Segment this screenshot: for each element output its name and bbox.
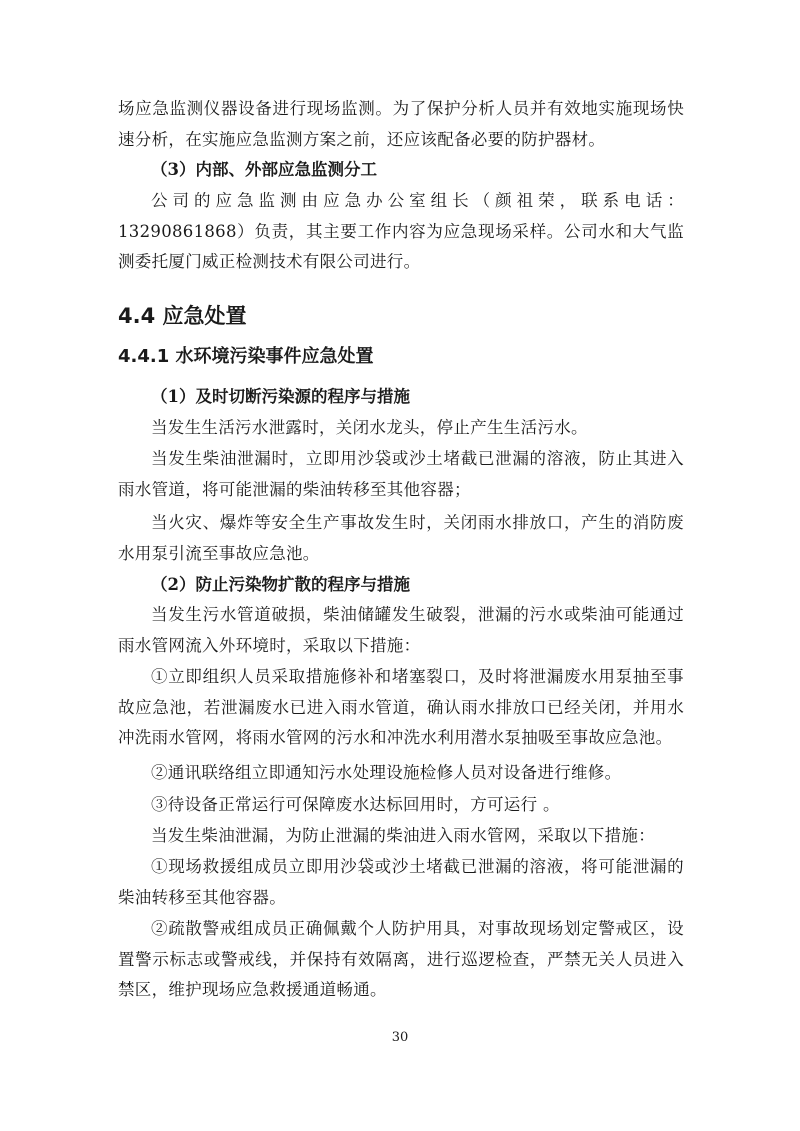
body-text: 公司的应急监测由应急办公室组长（颜祖荣，联系电话：13290861868）负责，其主要工作内容为应急现场采样。公司水和大气监测委托厦门威正检测技术有限公司进行。 bbox=[118, 191, 684, 271]
body-text: 当发生柴油泄漏时，立即用沙袋或沙土堵截已泄漏的溶液，防止其进入雨水管道，将可能泄漏的柴油转移至其他容器； bbox=[118, 449, 684, 499]
paragraph-monitoring-equipment bbox=[118, 94, 684, 155]
body-text: 当发生污水管道破损，柴油储罐发生破裂，泄漏的污水或柴油可能通过雨水管网流入外环境时，采取以下措施： bbox=[118, 605, 684, 655]
subheading-cut-off-source bbox=[118, 382, 684, 413]
paragraph-fire-explosion bbox=[118, 508, 684, 569]
body-text: 当发生生活污水泄露时，关闭水龙头，停止产生生活污水。 bbox=[151, 418, 588, 437]
body-text: ③待设备正常运行可保障废水达标回用时，方可运行 。 bbox=[151, 795, 560, 814]
subsection-title: 4.4.1 水环境污染事件应急处置 bbox=[118, 346, 374, 367]
body-text: ②通讯联络组立即通知污水处理设施检修人员对设备进行维修。 bbox=[151, 763, 622, 782]
subheading-text: （2）防止污染物扩散的程序与措施 bbox=[151, 575, 410, 594]
paragraph-sewage-leak bbox=[118, 413, 684, 444]
paragraph-diesel-measures bbox=[118, 821, 684, 852]
paragraph-rescue-team bbox=[118, 852, 684, 913]
body-text: 当发生柴油泄漏，为防止泄漏的柴油进入雨水管网，采取以下措施： bbox=[151, 826, 655, 845]
section-heading-4-4 bbox=[118, 300, 684, 332]
paragraph-monitoring-contact bbox=[118, 186, 684, 278]
page-number: 30 bbox=[391, 1030, 409, 1045]
paragraph-evacuation-team bbox=[118, 914, 684, 1006]
subheading-text: （1）及时切断污染源的程序与措施 bbox=[151, 387, 410, 406]
paragraph-measure-2 bbox=[118, 758, 684, 789]
body-text: 场应急监测仪器设备进行现场监测。为了保护分析人员并有效地实施现场快速分析，在实施应急监测方案之前，还应该配备必要的防护器材。 bbox=[118, 99, 684, 149]
paragraph-measure-3 bbox=[118, 790, 684, 821]
subheading-prevent-spread bbox=[118, 570, 684, 601]
subheading-text: （3）内部、外部应急监测分工 bbox=[151, 160, 377, 179]
subheading-monitoring-division bbox=[118, 155, 684, 186]
body-text: ①现场救援组成员立即用沙袋或沙土堵截已泄漏的溶液，将可能泄漏的柴油转移至其他容器。 bbox=[118, 857, 684, 907]
section-heading-4-4-1 bbox=[118, 342, 684, 372]
body-text: ②疏散警戒组成员正确佩戴个人防护用具，对事故现场划定警戒区，设置警示标志或警戒线，并保持有效隔离，进行巡逻检查，严禁无关人员进入禁区，维护现场应急救援通道畅通。 bbox=[118, 919, 684, 999]
paragraph-pipe-damage bbox=[118, 600, 684, 661]
section-title: 4.4 应急处置 bbox=[118, 304, 247, 328]
body-text: 当火灾、爆炸等安全生产事故发生时，关闭雨水排放口，产生的消防废水用泵引流至事故应急池。 bbox=[118, 513, 684, 563]
paragraph-diesel-leak bbox=[118, 444, 684, 505]
paragraph-measure-1 bbox=[118, 662, 684, 754]
body-text: ①立即组织人员采取措施修补和堵塞裂口，及时将泄漏废水用泵抽至事故应急池，若泄漏废水已进入雨水管道，确认雨水排放口已经关闭，并用水冲洗雨水管网，将雨水管网的污水和冲洗水利用潜水泵抽吸至事故应急池。 bbox=[118, 667, 684, 747]
